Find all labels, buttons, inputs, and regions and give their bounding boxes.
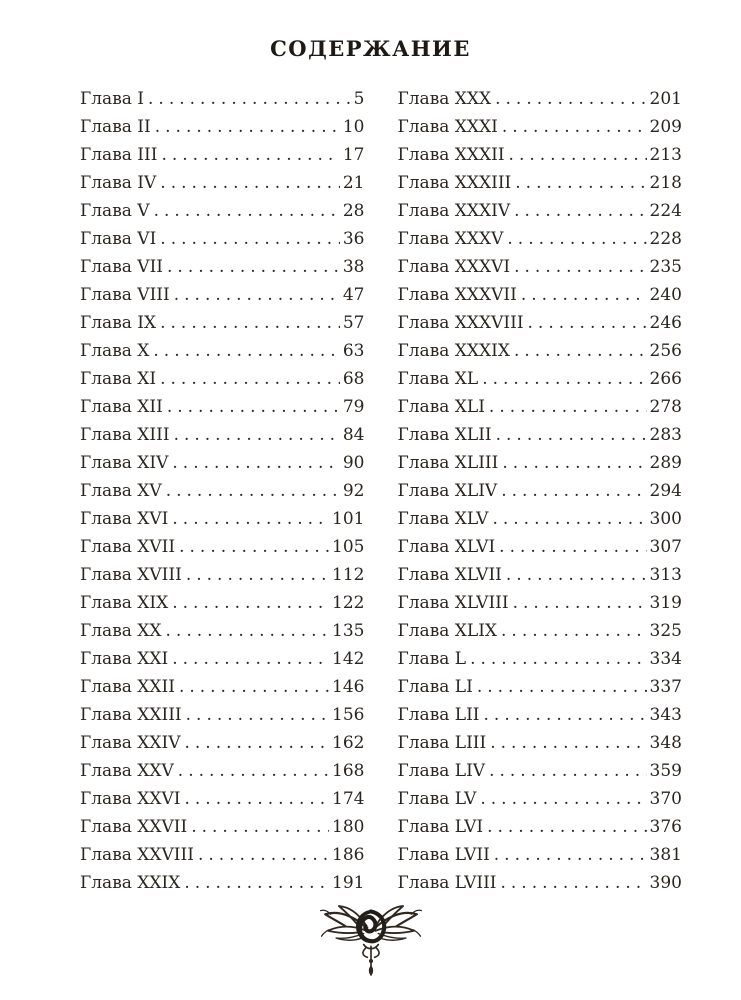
chapter-label: Глава III bbox=[80, 145, 158, 165]
dot-leader bbox=[184, 869, 329, 897]
chapter-label: Глава LIII bbox=[397, 733, 487, 753]
toc-entry bbox=[80, 701, 365, 729]
page-number: 79 bbox=[342, 397, 365, 417]
dot-leader bbox=[179, 533, 329, 561]
dot-leader bbox=[477, 673, 647, 701]
dot-leader bbox=[172, 449, 339, 477]
dot-leader bbox=[198, 841, 329, 869]
chapter-label: Глава XXVII bbox=[80, 817, 188, 837]
dot-leader bbox=[185, 729, 330, 757]
page-number: 101 bbox=[332, 509, 365, 529]
page-number: 348 bbox=[649, 733, 682, 753]
page-number: 142 bbox=[332, 649, 365, 669]
page-number: 38 bbox=[342, 257, 365, 277]
toc-entry bbox=[80, 477, 365, 505]
page-number: 370 bbox=[649, 789, 682, 809]
chapter-label: Глава LVI bbox=[397, 817, 484, 837]
toc-entry bbox=[80, 813, 365, 841]
dot-leader bbox=[155, 113, 340, 141]
toc-entry bbox=[398, 169, 683, 197]
chapter-label: Глава XXI bbox=[80, 649, 169, 669]
chapter-label: Глава LII bbox=[397, 705, 480, 725]
toc-entry bbox=[80, 757, 365, 785]
dot-leader bbox=[507, 225, 646, 253]
dot-leader bbox=[515, 169, 646, 197]
dot-leader bbox=[528, 309, 647, 337]
page-number: 68 bbox=[342, 369, 365, 389]
toc-entry bbox=[80, 113, 365, 141]
chapter-label: Глава VII bbox=[80, 257, 164, 277]
dot-leader bbox=[160, 309, 340, 337]
page-number: 92 bbox=[342, 481, 365, 501]
chapter-label: Глава XLV bbox=[397, 509, 489, 529]
toc-entry bbox=[80, 169, 365, 197]
toc-entry bbox=[398, 673, 683, 701]
chapter-label: Глава XXXIV bbox=[397, 201, 511, 221]
chapter-label: Глава XXXVII bbox=[397, 285, 517, 305]
toc-entry bbox=[398, 729, 683, 757]
page-number: 122 bbox=[332, 593, 365, 613]
toc-entry bbox=[398, 281, 683, 309]
page-number: 135 bbox=[332, 621, 365, 641]
dot-leader bbox=[494, 841, 647, 869]
chapter-label: Глава XIII bbox=[80, 425, 170, 445]
chapter-label: Глава XVI bbox=[80, 509, 169, 529]
dot-leader bbox=[166, 617, 330, 645]
toc-entry bbox=[398, 701, 683, 729]
page-number: 191 bbox=[332, 873, 365, 893]
chapter-label: Глава XLVII bbox=[397, 565, 502, 585]
page-number: 5 bbox=[353, 89, 365, 109]
dot-leader bbox=[514, 253, 646, 281]
page-number: 84 bbox=[342, 425, 365, 445]
chapter-label: Глава XXII bbox=[80, 677, 175, 697]
floral-vignette-icon bbox=[316, 900, 426, 978]
dot-leader bbox=[148, 85, 351, 113]
chapter-label: Глава XL bbox=[397, 369, 479, 389]
dot-leader bbox=[174, 281, 340, 309]
toc-entry bbox=[80, 393, 365, 421]
page-number: 246 bbox=[649, 313, 682, 333]
chapter-label: Глава X bbox=[80, 341, 150, 361]
page-number: 63 bbox=[342, 341, 365, 361]
dot-leader bbox=[514, 337, 647, 365]
toc-entry bbox=[80, 281, 365, 309]
dot-leader bbox=[160, 225, 340, 253]
dot-leader bbox=[506, 561, 647, 589]
page-number: 343 bbox=[649, 705, 682, 725]
dot-leader bbox=[521, 281, 647, 309]
toc-column-right bbox=[398, 85, 683, 897]
page-number: 186 bbox=[332, 845, 365, 865]
chapter-label: Глава XVIII bbox=[80, 565, 182, 585]
page-number: 105 bbox=[332, 537, 365, 557]
page-title: СОДЕРЖАНИЕ bbox=[270, 36, 471, 61]
toc-entry bbox=[398, 421, 683, 449]
chapter-label: Глава XXVIII bbox=[80, 845, 194, 865]
page-number: 90 bbox=[342, 453, 365, 473]
dot-leader bbox=[172, 645, 329, 673]
page-number: 300 bbox=[649, 509, 682, 529]
toc-entry bbox=[398, 141, 683, 169]
page-number: 224 bbox=[649, 201, 682, 221]
page-number: 174 bbox=[332, 789, 365, 809]
toc-entry bbox=[80, 785, 365, 813]
page-number: 381 bbox=[649, 845, 682, 865]
page-number: 313 bbox=[649, 565, 682, 585]
chapter-label: Глава XLVI bbox=[397, 537, 496, 557]
chapter-label: Глава L bbox=[397, 649, 467, 669]
dot-leader bbox=[179, 673, 329, 701]
toc-column-left bbox=[80, 85, 365, 897]
chapter-label: Глава XVII bbox=[80, 537, 176, 557]
page-number: 278 bbox=[649, 397, 682, 417]
page-number: 289 bbox=[649, 453, 682, 473]
dot-leader bbox=[172, 505, 329, 533]
page-number: 228 bbox=[649, 229, 682, 249]
toc-entry bbox=[80, 673, 365, 701]
page-number: 359 bbox=[649, 761, 682, 781]
chapter-label: Глава LI bbox=[397, 677, 473, 697]
toc-entry bbox=[398, 225, 683, 253]
toc-entry bbox=[398, 449, 683, 477]
chapter-label: Глава XII bbox=[80, 397, 163, 417]
chapter-label: Глава LV bbox=[397, 789, 477, 809]
page-number: 240 bbox=[649, 285, 682, 305]
toc-entry bbox=[398, 393, 683, 421]
chapter-label: Глава XXXV bbox=[397, 229, 504, 249]
toc-entry bbox=[398, 505, 683, 533]
page-number: 28 bbox=[342, 201, 365, 221]
dot-leader bbox=[509, 141, 647, 169]
toc-entry bbox=[398, 561, 683, 589]
toc-entry bbox=[80, 309, 365, 337]
dot-leader bbox=[167, 393, 340, 421]
dot-leader bbox=[161, 141, 339, 169]
dot-leader bbox=[501, 617, 647, 645]
toc-entry bbox=[398, 785, 683, 813]
dot-leader bbox=[489, 757, 646, 785]
chapter-label: Глава XXXVIII bbox=[397, 313, 524, 333]
toc-entry bbox=[80, 365, 365, 393]
toc-entry bbox=[398, 253, 683, 281]
chapter-label: Глава XXX bbox=[397, 89, 492, 109]
toc-entry bbox=[398, 841, 683, 869]
toc-entry bbox=[80, 337, 365, 365]
page-number: 168 bbox=[332, 761, 365, 781]
page-number: 266 bbox=[649, 369, 682, 389]
dot-leader bbox=[502, 449, 646, 477]
dot-leader bbox=[496, 421, 647, 449]
dot-leader bbox=[185, 785, 330, 813]
page-number: 10 bbox=[342, 117, 365, 137]
chapter-label: Глава XXXIX bbox=[397, 341, 510, 361]
chapter-label: Глава XX bbox=[80, 621, 162, 641]
dot-leader bbox=[484, 701, 647, 729]
chapter-label: Глава XLIV bbox=[397, 481, 498, 501]
page-number: 156 bbox=[332, 705, 365, 725]
toc-entry bbox=[398, 533, 683, 561]
page-number: 47 bbox=[342, 285, 365, 305]
toc-entry bbox=[398, 869, 683, 897]
dot-leader bbox=[489, 393, 647, 421]
page-number: 334 bbox=[649, 649, 682, 669]
chapter-label: Глава LIV bbox=[397, 761, 486, 781]
toc-entry bbox=[398, 477, 683, 505]
dot-leader bbox=[482, 365, 646, 393]
toc-entry bbox=[80, 449, 365, 477]
dot-leader bbox=[191, 813, 329, 841]
dot-leader bbox=[502, 113, 647, 141]
page-number: 337 bbox=[649, 677, 682, 697]
toc-entry bbox=[398, 589, 683, 617]
toc-entry bbox=[398, 309, 683, 337]
page-number: 390 bbox=[649, 873, 682, 893]
page-number: 180 bbox=[332, 817, 365, 837]
toc-entry bbox=[80, 617, 365, 645]
page-number: 256 bbox=[649, 341, 682, 361]
toc-entry bbox=[398, 365, 683, 393]
page-number: 146 bbox=[332, 677, 365, 697]
dot-leader bbox=[492, 505, 646, 533]
toc-entry bbox=[80, 505, 365, 533]
toc-entry bbox=[80, 197, 365, 225]
chapter-label: Глава XV bbox=[80, 481, 162, 501]
dot-leader bbox=[501, 477, 646, 505]
page-number: 17 bbox=[342, 145, 365, 165]
toc-entry bbox=[80, 589, 365, 617]
chapter-label: Глава XXIV bbox=[80, 733, 181, 753]
dot-leader bbox=[166, 477, 340, 505]
dot-leader bbox=[174, 421, 340, 449]
toc-entry bbox=[398, 617, 683, 645]
page-number: 112 bbox=[332, 565, 365, 585]
dot-leader bbox=[160, 169, 340, 197]
page-number: 57 bbox=[342, 313, 365, 333]
page-number: 201 bbox=[649, 89, 682, 109]
dot-leader bbox=[153, 337, 339, 365]
chapter-label: Глава XI bbox=[80, 369, 157, 389]
floral-vignette-ornament bbox=[0, 900, 741, 978]
chapter-label: Глава LVIII bbox=[397, 873, 497, 893]
chapter-label: Глава XLII bbox=[397, 425, 492, 445]
toc-entry bbox=[398, 645, 683, 673]
toc-entry bbox=[80, 561, 365, 589]
dot-leader bbox=[513, 589, 647, 617]
chapter-label: Глава IX bbox=[80, 313, 157, 333]
chapter-label: Глава XXXI bbox=[397, 117, 498, 137]
chapter-label: Глава V bbox=[80, 201, 150, 221]
page-number: 235 bbox=[649, 257, 682, 277]
dot-leader bbox=[487, 813, 646, 841]
page-number: 36 bbox=[342, 229, 365, 249]
chapter-label: Глава XLI bbox=[397, 397, 485, 417]
dot-leader bbox=[490, 729, 646, 757]
page-number: 209 bbox=[649, 117, 682, 137]
page-number: 319 bbox=[649, 593, 682, 613]
table-of-contents bbox=[0, 85, 741, 897]
chapter-label: Глава XXV bbox=[80, 761, 174, 781]
toc-entry bbox=[80, 729, 365, 757]
chapter-label: Глава XXXII bbox=[397, 145, 505, 165]
dot-leader bbox=[186, 561, 329, 589]
dot-leader bbox=[480, 785, 646, 813]
chapter-label: Глава XLVIII bbox=[397, 593, 509, 613]
chapter-label: Глава VI bbox=[80, 229, 157, 249]
dot-leader bbox=[172, 589, 329, 617]
toc-entry bbox=[398, 85, 683, 113]
dot-leader bbox=[501, 869, 647, 897]
chapter-label: Глава XIV bbox=[80, 453, 169, 473]
dot-leader bbox=[167, 253, 340, 281]
dot-leader bbox=[470, 645, 646, 673]
page-number: 213 bbox=[649, 145, 682, 165]
toc-entry bbox=[80, 225, 365, 253]
toc-entry bbox=[398, 113, 683, 141]
dot-leader bbox=[499, 533, 646, 561]
toc-entry bbox=[80, 869, 365, 897]
toc-entry bbox=[398, 337, 683, 365]
chapter-label: Глава XIX bbox=[80, 593, 169, 613]
toc-entry bbox=[80, 421, 365, 449]
chapter-label: Глава XXIX bbox=[80, 873, 181, 893]
page-number: 325 bbox=[649, 621, 682, 641]
chapter-label: Глава II bbox=[80, 117, 151, 137]
dot-leader bbox=[154, 197, 340, 225]
page-number: 162 bbox=[332, 733, 365, 753]
dot-leader bbox=[495, 85, 646, 113]
chapter-label: Глава XXIII bbox=[80, 705, 182, 725]
chapter-label: Глава VIII bbox=[80, 285, 170, 305]
chapter-label: Глава LVII bbox=[397, 845, 490, 865]
chapter-label: Глава XLIII bbox=[397, 453, 499, 473]
toc-entry bbox=[80, 645, 365, 673]
page-number: 294 bbox=[649, 481, 682, 501]
page-number: 376 bbox=[649, 817, 682, 837]
toc-entry bbox=[80, 253, 365, 281]
page-number: 218 bbox=[649, 173, 682, 193]
toc-entry bbox=[80, 533, 365, 561]
page-number: 21 bbox=[342, 173, 365, 193]
dot-leader bbox=[514, 197, 646, 225]
page-number: 307 bbox=[649, 537, 682, 557]
chapter-label: Глава XLIX bbox=[397, 621, 498, 641]
chapter-label: Глава IV bbox=[80, 173, 157, 193]
page-number: 283 bbox=[649, 425, 682, 445]
toc-entry bbox=[398, 813, 683, 841]
chapter-label: Глава XXXIII bbox=[397, 173, 512, 193]
dot-leader bbox=[178, 757, 329, 785]
toc-entry bbox=[80, 85, 365, 113]
toc-entry bbox=[398, 757, 683, 785]
toc-entry bbox=[80, 141, 365, 169]
toc-entry bbox=[80, 841, 365, 869]
chapter-label: Глава XXVI bbox=[80, 789, 181, 809]
toc-entry bbox=[398, 197, 683, 225]
dot-leader bbox=[186, 701, 329, 729]
chapter-label: Глава I bbox=[80, 89, 145, 109]
dot-leader bbox=[160, 365, 340, 393]
chapter-label: Глава XXXVI bbox=[397, 257, 511, 277]
